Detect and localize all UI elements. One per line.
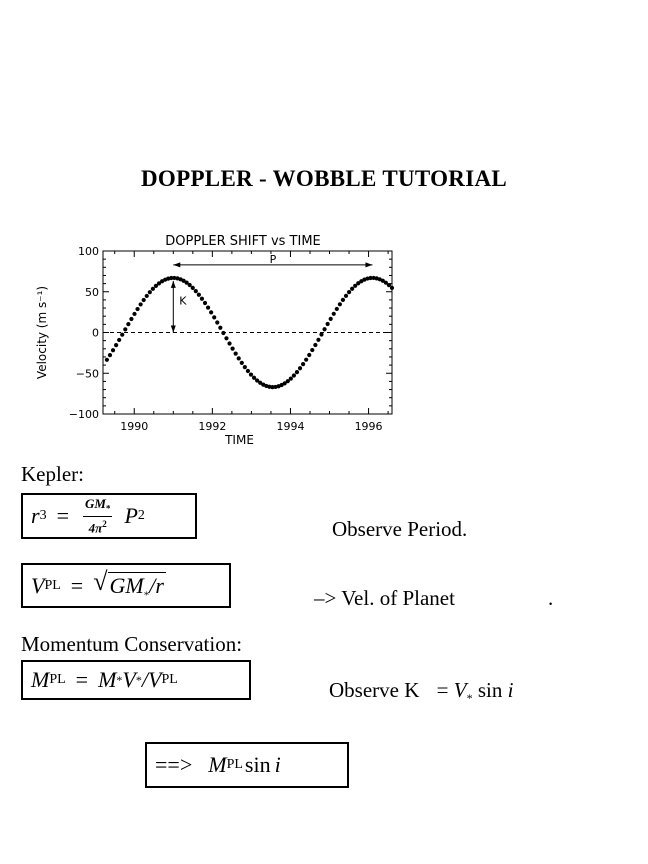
data-point [310, 348, 314, 352]
data-point [126, 322, 130, 326]
data-point [215, 320, 219, 324]
data-point [221, 331, 225, 335]
period-arrow-left-head [173, 262, 180, 267]
data-point [108, 353, 112, 357]
data-point [203, 301, 207, 305]
data-point [246, 369, 250, 373]
data-point [326, 322, 330, 326]
observe-k-text: Observe $K = V_*$ sin i [329, 678, 514, 706]
data-point [191, 286, 195, 290]
data-point [105, 358, 109, 362]
data-point [212, 315, 216, 319]
data-point [350, 287, 354, 291]
data-point [227, 341, 231, 345]
momentum-equation: M PL = M * V * /V PL [21, 660, 251, 700]
data-point [335, 307, 339, 311]
data-point [307, 353, 311, 357]
planet-velocity-equation: V PL = √ $GM_*/r$ [21, 563, 231, 608]
data-point [194, 289, 198, 293]
data-point [234, 351, 238, 355]
y-tick-label: −50 [75, 367, 99, 381]
period-arrow-right-head [365, 262, 372, 267]
data-point [298, 366, 302, 370]
data-point [319, 332, 323, 336]
data-point [237, 356, 241, 360]
observe-period-text: Observe Period. [332, 517, 468, 541]
data-point [243, 365, 247, 369]
y-tick-label: 100 [78, 245, 99, 258]
period-label: P [269, 252, 277, 266]
data-point [135, 307, 139, 311]
y-tick-label: 0 [92, 326, 99, 340]
doppler-plot [30, 228, 410, 453]
data-point [117, 338, 121, 342]
result-equation: ==> M PL sin i [145, 742, 349, 788]
observe-k-label: Observe K [329, 678, 420, 702]
data-point [129, 317, 133, 321]
data-point [139, 302, 143, 306]
data-point [230, 347, 234, 351]
data-point [316, 338, 320, 342]
y-axis-label: Velocity (m s⁻¹) [35, 285, 49, 380]
momentum-heading: Momentum Conservation: [21, 632, 243, 656]
data-point [295, 370, 299, 374]
trailing-dot: . [548, 586, 554, 610]
data-point [344, 294, 348, 298]
data-point [209, 310, 213, 314]
data-point [332, 312, 336, 316]
velocity-of-planet-text: –> Vel. of Planet [314, 586, 455, 610]
kepler-law-equation: r 3 = $\frac{GM_*}{4\pi^2}$ P 2 [21, 493, 197, 539]
data-point [142, 298, 146, 302]
data-point [206, 305, 210, 309]
data-point [249, 372, 253, 376]
data-point [387, 283, 391, 287]
data-point [148, 290, 152, 294]
data-point [322, 327, 326, 331]
data-point [111, 348, 115, 352]
data-point [329, 317, 333, 321]
data-point [301, 362, 305, 366]
data-point [132, 312, 136, 316]
data-point [145, 294, 149, 298]
x-tick-label: 1990 [120, 420, 149, 433]
amplitude-label: K [179, 294, 187, 308]
data-point [224, 336, 228, 340]
data-point [338, 302, 342, 306]
data-point [347, 290, 351, 294]
page-title: DOPPLER - WOBBLE TUTORIAL [141, 166, 507, 191]
data-point [151, 287, 155, 291]
data-point [304, 358, 308, 362]
result-arrow: ==> [155, 752, 193, 777]
amplitude-arrow-bottom-head [171, 326, 176, 333]
x-tick-label: 1992 [198, 420, 227, 433]
x-axis-label: TIME [225, 433, 254, 447]
chart-title: DOPPLER SHIFT vs TIME [165, 234, 321, 249]
data-point [114, 343, 118, 347]
data-point [240, 361, 244, 365]
data-point [123, 327, 127, 331]
data-point [313, 343, 317, 347]
data-point [292, 373, 296, 377]
data-point [120, 333, 124, 337]
data-point [197, 293, 201, 297]
y-tick-label: −100 [68, 408, 99, 421]
data-point [289, 376, 293, 380]
y-tick-label: 50 [85, 285, 99, 299]
data-point [218, 326, 222, 330]
data-point [390, 286, 394, 290]
x-tick-label: 1996 [354, 420, 383, 433]
amplitude-arrow-top-head [171, 281, 176, 288]
kepler-heading: Kepler: [21, 462, 84, 486]
annotations [171, 253, 373, 333]
data-point [200, 297, 204, 301]
data-point [341, 298, 345, 302]
x-tick-label: 1994 [276, 420, 305, 433]
